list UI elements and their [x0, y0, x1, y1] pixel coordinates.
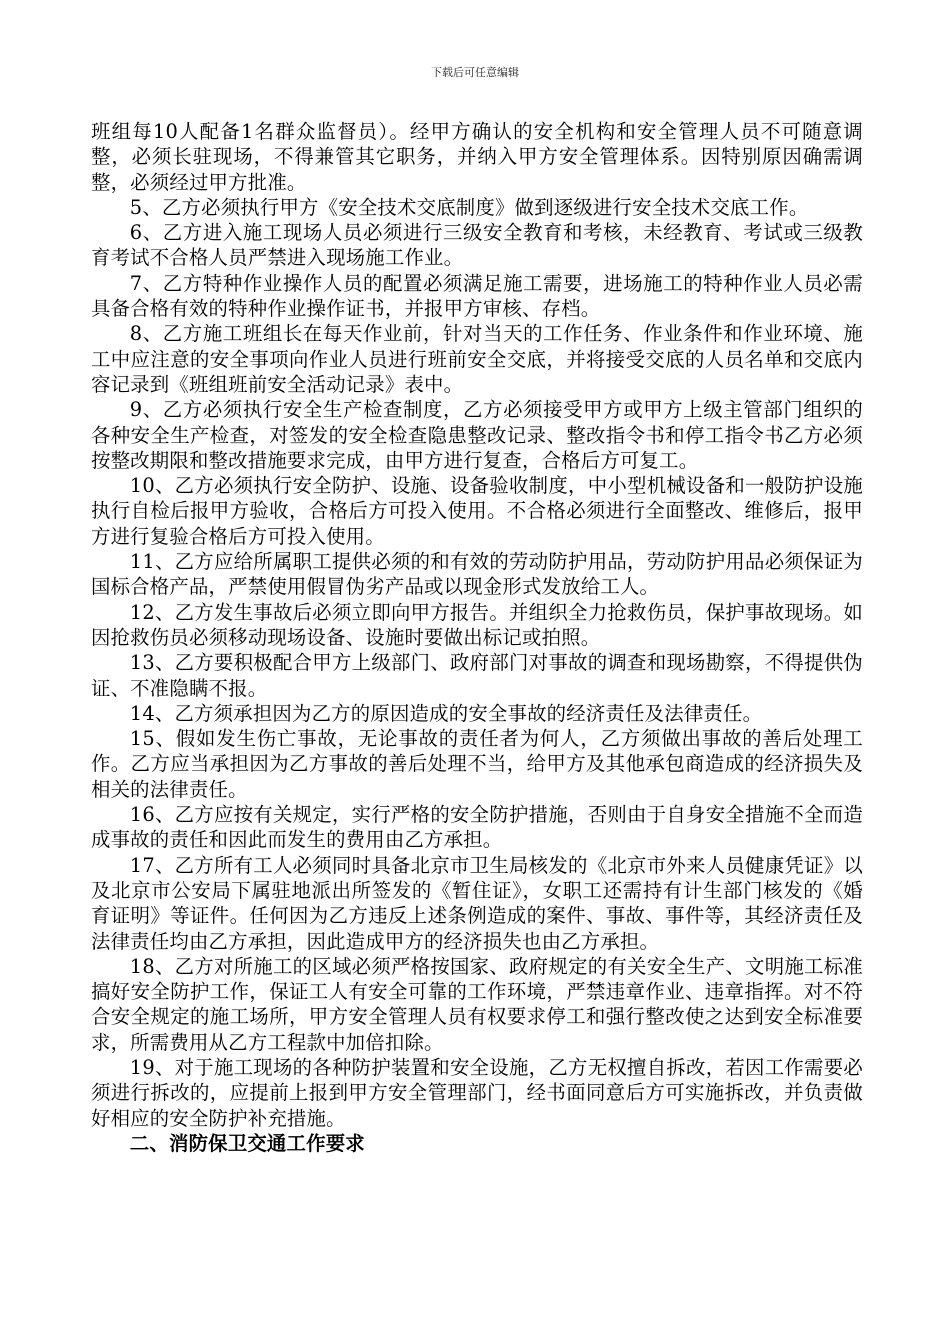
- clause-15: 15、假如发生伤亡事故，无论事故的责任者为何人，乙方须做出事故的善后处理工作。乙方应当承担因为乙方事故的善后处理不当，给甲方及其他承包商造成的经济损失及相关的法律责任。: [91, 727, 863, 801]
- section-heading: 二、消防保卫交通工作要求: [129, 1131, 365, 1155]
- document-body: [91, 119, 863, 1156]
- clause-7: 7、乙方特种作业操作人员的配置必须满足施工需要，进场施工的特种作业人员必需具备合格有效的特种作业操作证书，并报甲方审核、存档。: [91, 271, 863, 321]
- clause-11: 11、乙方应给所属职工提供必须的和有效的劳动防护用品，劳动防护用品必须保证为国标合格产品，严禁使用假冒伪劣产品或以现金形式发放给工人。: [91, 550, 863, 599]
- clause-19: 19、对于施工现场的各种防护装置和安全设施，乙方无权擅自拆改，若因工作需要必须进行拆改的，应提前上报到甲方安全管理部门，经书面同意后方可实施拆改，并负责做好相应的安全防护补充措施。: [91, 1055, 863, 1130]
- clause-14: 14、乙方须承担因为乙方的原因造成的安全事故的经济责任及法律责任。: [129, 701, 763, 725]
- clause-18: 18、乙方对所施工的区域必须严格按国家、政府规定的有关安全生产、文明施工标准搞好安全防护工作，保证工人有安全可靠的工作环境，严禁违章作业、违章指挥。对不符合安全规定的施工场所，甲方安全管理人员有权要求停工和强行整改使之达到安全标准要求，所需费用从乙方工程款中加倍扣除。: [91, 954, 863, 1054]
- clause-5: 5、乙方必须执行甲方《安全技术交底制度》做到逐级进行安全技术交底工作。: [129, 195, 809, 219]
- clause-12: 12、乙方发生事故后必须立即向甲方报告。并组织全力抢救伤员，保护事故现场。如因抢救伤员必须移动现场设备、设施时要做出标记或拍照。: [91, 600, 863, 649]
- clause-8: 8、乙方施工班组长在每天作业前，针对当天的工作任务、作业条件和作业环境、施工中应注意的安全事项向作业人员进行班前安全交底，并将接受交底的人员名单和交底内容记录到《班组班前安全活动记录》表中。: [91, 322, 863, 396]
- clause-10: 10、乙方必须执行安全防护、设施、设备验收制度，中小型机械设备和一般防护设施执行自检后报甲方验收，合格后方可投入使用。不合格必须进行全面整改、维修后，报甲方进行复验合格后方可投入使用。: [91, 474, 863, 548]
- clause-6: 6、乙方进入施工现场人员必须进行三级安全教育和考核，未经教育、考试或三级教育考试不合格人员严禁进入现场施工作业。: [91, 221, 863, 270]
- clause-9: 9、乙方必须执行安全生产检查制度，乙方必须接受甲方或甲方上级主管部门组织的各种安全生产检查，对签发的安全检查隐患整改记录、整改指令书和停工指令书乙方必须按整改期限和整改措施要求完成，由甲方进行复查，合格后方可复工。: [91, 398, 863, 472]
- clause-17: 17、乙方所有工人必须同时具备北京市卫生局核发的《北京市外来人员健康凭证》以及北京市公安局下属驻地派出所签发的《暂住证》，女职工还需持有计生部门核发的《婚育证明》等证件。任何因为乙方违反上述条例造成的案件、事故、事件等，其经济责任及法律责任均由乙方承担，因此造成甲方的经济损失也由乙方承担。: [91, 853, 863, 953]
- paragraph-continuation: 班组每10人配备1名群众监督员）。经甲方确认的安全机构和安全管理人员不可随意调整，必须长驻现场，不得兼管其它职务，并纳入甲方安全管理体系。因特别原因确需调整，必须经过甲方批准。: [91, 120, 863, 194]
- clause-13: 13、乙方要积极配合甲方上级部门、政府部门对事故的调查和现场勘察，不得提供伪证、不准隐瞒不报。: [91, 651, 863, 700]
- clause-16: 16、乙方应按有关规定，实行严格的安全防护措施，否则由于自身安全措施不全而造成事故的责任和因此而发生的费用由乙方承担。: [91, 803, 863, 852]
- page-header-note: 下载后可任意编辑: [431, 66, 519, 79]
